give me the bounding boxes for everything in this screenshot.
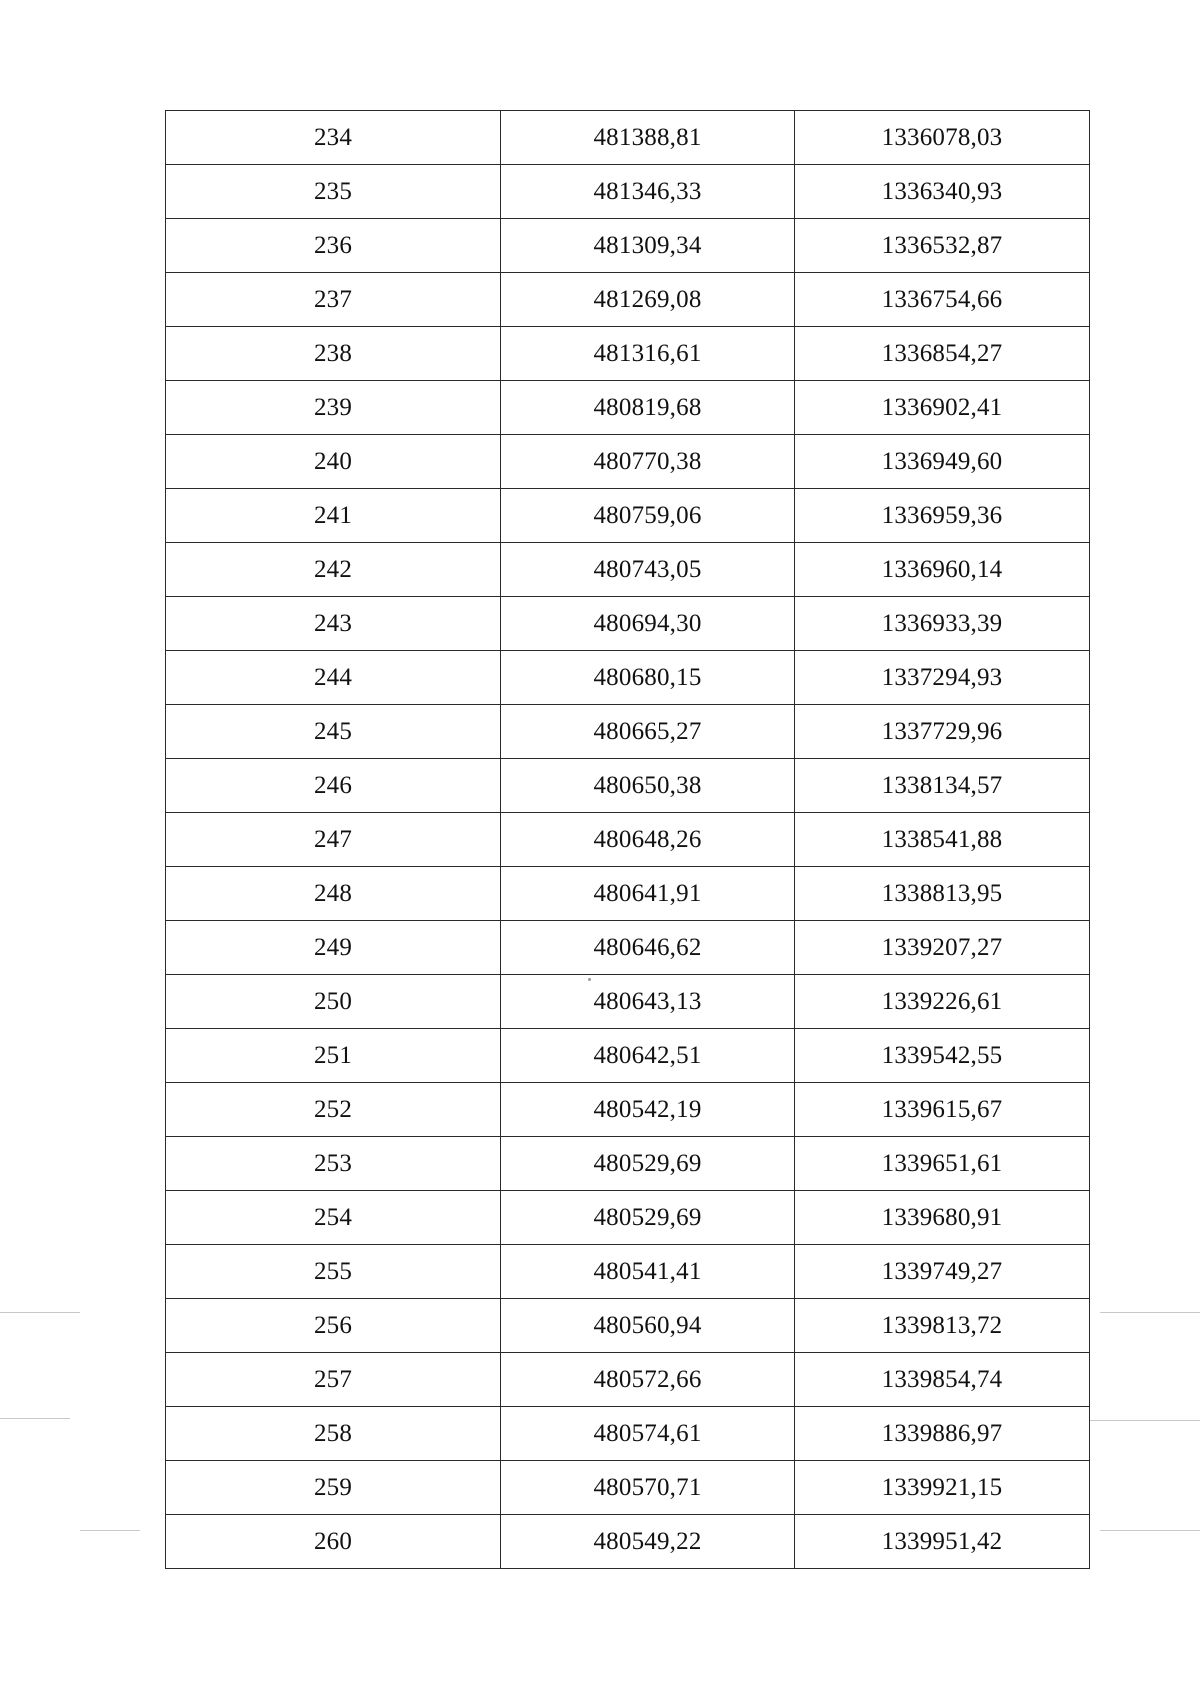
x-coordinate-cell: 480641,91 (501, 867, 795, 921)
y-coordinate-cell: 1337294,93 (795, 651, 1090, 705)
x-coordinate-cell: 480542,19 (501, 1083, 795, 1137)
point-number-cell: 241 (166, 489, 501, 543)
coordinates-table (165, 110, 1090, 1569)
table-row (166, 597, 1090, 651)
x-coordinate-cell: 480819,68 (501, 381, 795, 435)
point-number-cell: 255 (166, 1245, 501, 1299)
table-row (166, 543, 1090, 597)
table-row (166, 975, 1090, 1029)
y-coordinate-cell: 1336959,36 (795, 489, 1090, 543)
y-coordinate-cell: 1339651,61 (795, 1137, 1090, 1191)
table-row (166, 705, 1090, 759)
x-coordinate-cell: 480743,05 (501, 543, 795, 597)
table-row (166, 1029, 1090, 1083)
x-coordinate-cell: 480694,30 (501, 597, 795, 651)
point-number-cell: 246 (166, 759, 501, 813)
table-body (166, 111, 1090, 1569)
y-coordinate-cell: 1339886,97 (795, 1407, 1090, 1461)
x-coordinate-cell: 480759,06 (501, 489, 795, 543)
table-row (166, 759, 1090, 813)
point-number-cell: 243 (166, 597, 501, 651)
point-number-cell: 237 (166, 273, 501, 327)
table-row (166, 435, 1090, 489)
scan-artifact (1090, 1420, 1200, 1421)
x-coordinate-cell: 480570,71 (501, 1461, 795, 1515)
point-number-cell: 248 (166, 867, 501, 921)
table-row (166, 1137, 1090, 1191)
y-coordinate-cell: 1336949,60 (795, 435, 1090, 489)
x-coordinate-cell: 481309,34 (501, 219, 795, 273)
x-coordinate-cell: 480650,38 (501, 759, 795, 813)
y-coordinate-cell: 1339951,42 (795, 1515, 1090, 1569)
table-row (166, 921, 1090, 975)
table-row (166, 1461, 1090, 1515)
point-number-cell: 240 (166, 435, 501, 489)
point-number-cell: 250 (166, 975, 501, 1029)
point-number-cell: 256 (166, 1299, 501, 1353)
x-coordinate-cell: 480529,69 (501, 1137, 795, 1191)
x-coordinate-cell: 480680,15 (501, 651, 795, 705)
scan-artifact (0, 1418, 70, 1419)
x-coordinate-cell: 480648,26 (501, 813, 795, 867)
y-coordinate-cell: 1339749,27 (795, 1245, 1090, 1299)
x-coordinate-cell: 480770,38 (501, 435, 795, 489)
y-coordinate-cell: 1339226,61 (795, 975, 1090, 1029)
x-coordinate-cell: 481316,61 (501, 327, 795, 381)
y-coordinate-cell: 1336854,27 (795, 327, 1090, 381)
scan-artifact (1100, 1530, 1200, 1531)
table-row (166, 1299, 1090, 1353)
point-number-cell: 235 (166, 165, 501, 219)
scan-artifact (588, 978, 591, 981)
scan-artifact (1100, 1312, 1200, 1313)
x-coordinate-cell: 480529,69 (501, 1191, 795, 1245)
table-row (166, 273, 1090, 327)
x-coordinate-cell: 480541,41 (501, 1245, 795, 1299)
y-coordinate-cell: 1336902,41 (795, 381, 1090, 435)
table-row (166, 651, 1090, 705)
x-coordinate-cell: 480574,61 (501, 1407, 795, 1461)
point-number-cell: 236 (166, 219, 501, 273)
x-coordinate-cell: 480642,51 (501, 1029, 795, 1083)
point-number-cell: 244 (166, 651, 501, 705)
table-row (166, 1191, 1090, 1245)
point-number-cell: 245 (166, 705, 501, 759)
y-coordinate-cell: 1338541,88 (795, 813, 1090, 867)
y-coordinate-cell: 1339680,91 (795, 1191, 1090, 1245)
x-coordinate-cell: 481388,81 (501, 111, 795, 165)
table-row (166, 1515, 1090, 1569)
point-number-cell: 254 (166, 1191, 501, 1245)
point-number-cell: 238 (166, 327, 501, 381)
y-coordinate-cell: 1339615,67 (795, 1083, 1090, 1137)
point-number-cell: 234 (166, 111, 501, 165)
point-number-cell: 253 (166, 1137, 501, 1191)
table-row (166, 381, 1090, 435)
x-coordinate-cell: 481346,33 (501, 165, 795, 219)
point-number-cell: 257 (166, 1353, 501, 1407)
y-coordinate-cell: 1336960,14 (795, 543, 1090, 597)
y-coordinate-cell: 1339542,55 (795, 1029, 1090, 1083)
point-number-cell: 242 (166, 543, 501, 597)
table-row (166, 489, 1090, 543)
table-row (166, 165, 1090, 219)
y-coordinate-cell: 1336078,03 (795, 111, 1090, 165)
x-coordinate-cell: 480665,27 (501, 705, 795, 759)
x-coordinate-cell: 480646,62 (501, 921, 795, 975)
scan-artifact (80, 1530, 140, 1531)
table-row (166, 867, 1090, 921)
table-row (166, 1353, 1090, 1407)
table-row (166, 111, 1090, 165)
y-coordinate-cell: 1339813,72 (795, 1299, 1090, 1353)
point-number-cell: 258 (166, 1407, 501, 1461)
x-coordinate-cell: 480643,13 (501, 975, 795, 1029)
y-coordinate-cell: 1336340,93 (795, 165, 1090, 219)
x-coordinate-cell: 481269,08 (501, 273, 795, 327)
table-row (166, 1245, 1090, 1299)
x-coordinate-cell: 480572,66 (501, 1353, 795, 1407)
y-coordinate-cell: 1338134,57 (795, 759, 1090, 813)
y-coordinate-cell: 1339207,27 (795, 921, 1090, 975)
point-number-cell: 251 (166, 1029, 501, 1083)
point-number-cell: 260 (166, 1515, 501, 1569)
y-coordinate-cell: 1336754,66 (795, 273, 1090, 327)
y-coordinate-cell: 1337729,96 (795, 705, 1090, 759)
y-coordinate-cell: 1339854,74 (795, 1353, 1090, 1407)
point-number-cell: 259 (166, 1461, 501, 1515)
point-number-cell: 239 (166, 381, 501, 435)
table-row (166, 219, 1090, 273)
y-coordinate-cell: 1336933,39 (795, 597, 1090, 651)
point-number-cell: 247 (166, 813, 501, 867)
table-row (166, 1083, 1090, 1137)
table-row (166, 813, 1090, 867)
point-number-cell: 249 (166, 921, 501, 975)
table-row (166, 327, 1090, 381)
x-coordinate-cell: 480549,22 (501, 1515, 795, 1569)
scan-artifact (0, 1312, 80, 1313)
y-coordinate-cell: 1338813,95 (795, 867, 1090, 921)
point-number-cell: 252 (166, 1083, 501, 1137)
x-coordinate-cell: 480560,94 (501, 1299, 795, 1353)
y-coordinate-cell: 1336532,87 (795, 219, 1090, 273)
y-coordinate-cell: 1339921,15 (795, 1461, 1090, 1515)
table-row (166, 1407, 1090, 1461)
